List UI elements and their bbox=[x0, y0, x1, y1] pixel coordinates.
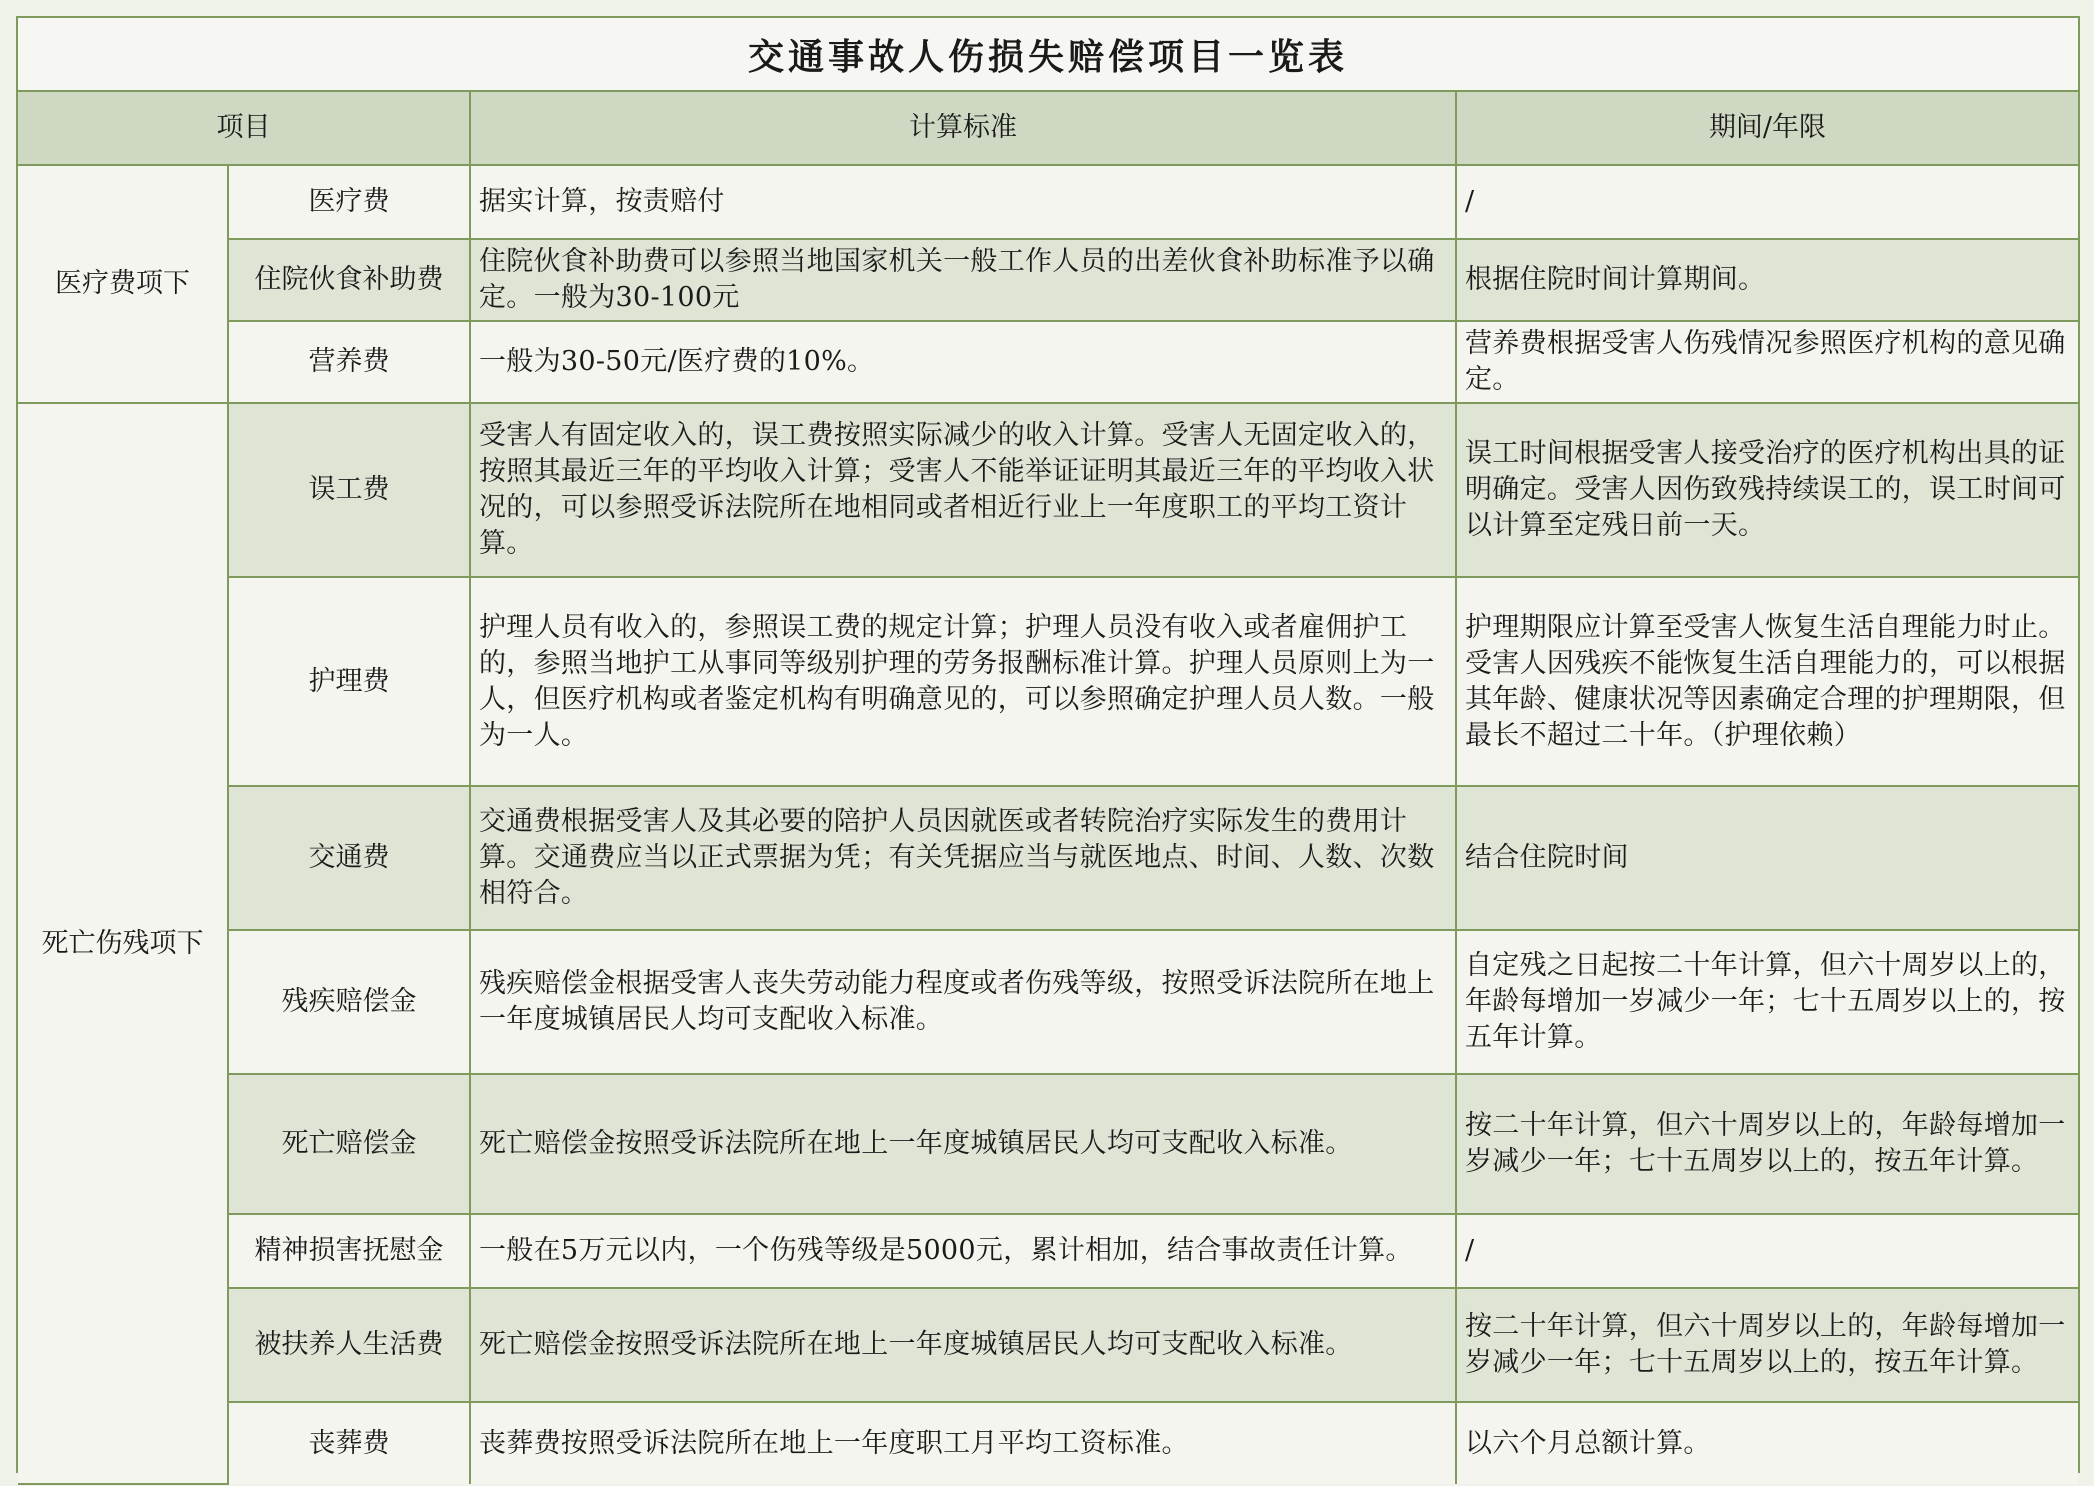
table-title: 交通事故人伤损失赔偿项目一览表 bbox=[18, 18, 2078, 92]
period-cell: 自定残之日起按二十年计算，但六十周岁以上的，年龄每增加一岁减少一年；七十五周岁以上的，按五年计算。 bbox=[1456, 930, 2078, 1074]
standard-cell: 据实计算，按责赔付 bbox=[470, 165, 1456, 239]
period-cell: 根据住院时间计算期间。 bbox=[1456, 239, 2078, 321]
item-cell: 营养费 bbox=[228, 321, 470, 403]
table-row bbox=[18, 239, 2078, 321]
table-row bbox=[18, 1214, 2078, 1288]
standard-cell: 丧葬费按照受诉法院所在地上一年度职工月平均工资标准。 bbox=[470, 1402, 1456, 1484]
standard-cell: 交通费根据受害人及其必要的陪护人员因就医或者转院治疗实际发生的费用计算。交通费应当以正式票据为凭；有关凭据应当与就医地点、时间、人数、次数相符合。 bbox=[470, 786, 1456, 930]
period-cell: / bbox=[1456, 165, 2078, 239]
item-cell: 丧葬费 bbox=[228, 1402, 470, 1484]
period-cell: 按二十年计算，但六十周岁以上的，年龄每增加一岁减少一年；七十五周岁以上的，按五年计算。 bbox=[1456, 1288, 2078, 1402]
period-cell: 护理期限应计算至受害人恢复生活自理能力时止。 受害人因残疾不能恢复生活自理能力的，可以根据其年龄、健康状况等因素确定合理的护理期限，但最长不超过二十年。（护理依赖） bbox=[1456, 577, 2078, 786]
period-cell: 营养费根据受害人伤残情况参照医疗机构的意见确定。 bbox=[1456, 321, 2078, 403]
standard-cell: 一般在5万元以内，一个伤残等级是5000元，累计相加，结合事故责任计算。 bbox=[470, 1214, 1456, 1288]
standard-cell: 护理人员有收入的，参照误工费的规定计算；护理人员没有收入或者雇佣护工的，参照当地护工从事同等级别护理的劳务报酬标准计算。护理人员原则上为一人，但医疗机构或者鉴定机构有明确意见的，可以参照确定护理人员人数。一般为一人。 bbox=[470, 577, 1456, 786]
item-cell: 残疾赔偿金 bbox=[228, 930, 470, 1074]
item-cell: 住院伙食补助费 bbox=[228, 239, 470, 321]
table-row bbox=[18, 930, 2078, 1074]
group-medical: 医疗费项下 bbox=[18, 165, 228, 403]
item-cell: 交通费 bbox=[228, 786, 470, 930]
table-row bbox=[18, 403, 2078, 577]
header-standard: 计算标准 bbox=[470, 92, 1456, 165]
table-row bbox=[18, 1288, 2078, 1402]
standard-cell: 一般为30-50元/医疗费的10%。 bbox=[470, 321, 1456, 403]
item-cell: 医疗费 bbox=[228, 165, 470, 239]
item-cell: 误工费 bbox=[228, 403, 470, 577]
table-row bbox=[18, 786, 2078, 930]
period-cell: 以六个月总额计算。 bbox=[1456, 1402, 2078, 1484]
standard-cell: 受害人有固定收入的，误工费按照实际减少的收入计算。受害人无固定收入的，按照其最近三年的平均收入计算；受害人不能举证证明其最近三年的平均收入状况的，可以参照受诉法院所在地相同或者相近行业上一年度职工的平均工资计算。 bbox=[470, 403, 1456, 577]
group-death-disability: 死亡伤残项下 bbox=[18, 403, 228, 1484]
period-cell: 按二十年计算，但六十周岁以上的，年龄每增加一岁减少一年；七十五周岁以上的，按五年计算。 bbox=[1456, 1074, 2078, 1214]
item-cell: 被扶养人生活费 bbox=[228, 1288, 470, 1402]
table-row bbox=[18, 1074, 2078, 1214]
standard-cell: 住院伙食补助费可以参照当地国家机关一般工作人员的出差伙食补助标准予以确定。一般为30-100元 bbox=[470, 239, 1456, 321]
item-cell: 死亡赔偿金 bbox=[228, 1074, 470, 1214]
period-cell: 误工时间根据受害人接受治疗的医疗机构出具的证明确定。受害人因伤致残持续误工的，误工时间可以计算至定残日前一天。 bbox=[1456, 403, 2078, 577]
compensation-table-sheet bbox=[16, 16, 2080, 1473]
header-item: 项目 bbox=[18, 92, 470, 165]
header-period: 期间/年限 bbox=[1456, 92, 2078, 165]
standard-cell: 死亡赔偿金按照受诉法院所在地上一年度城镇居民人均可支配收入标准。 bbox=[470, 1074, 1456, 1214]
compensation-table bbox=[18, 92, 2078, 1485]
item-cell: 护理费 bbox=[228, 577, 470, 786]
table-row bbox=[18, 321, 2078, 403]
period-cell: / bbox=[1456, 1214, 2078, 1288]
standard-cell: 死亡赔偿金按照受诉法院所在地上一年度城镇居民人均可支配收入标准。 bbox=[470, 1288, 1456, 1402]
table-row bbox=[18, 165, 2078, 239]
header-row bbox=[18, 92, 2078, 165]
period-cell: 结合住院时间 bbox=[1456, 786, 2078, 930]
item-cell: 精神损害抚慰金 bbox=[228, 1214, 470, 1288]
standard-cell: 残疾赔偿金根据受害人丧失劳动能力程度或者伤残等级，按照受诉法院所在地上一年度城镇居民人均可支配收入标准。 bbox=[470, 930, 1456, 1074]
table-row bbox=[18, 577, 2078, 786]
table-row bbox=[18, 1402, 2078, 1484]
